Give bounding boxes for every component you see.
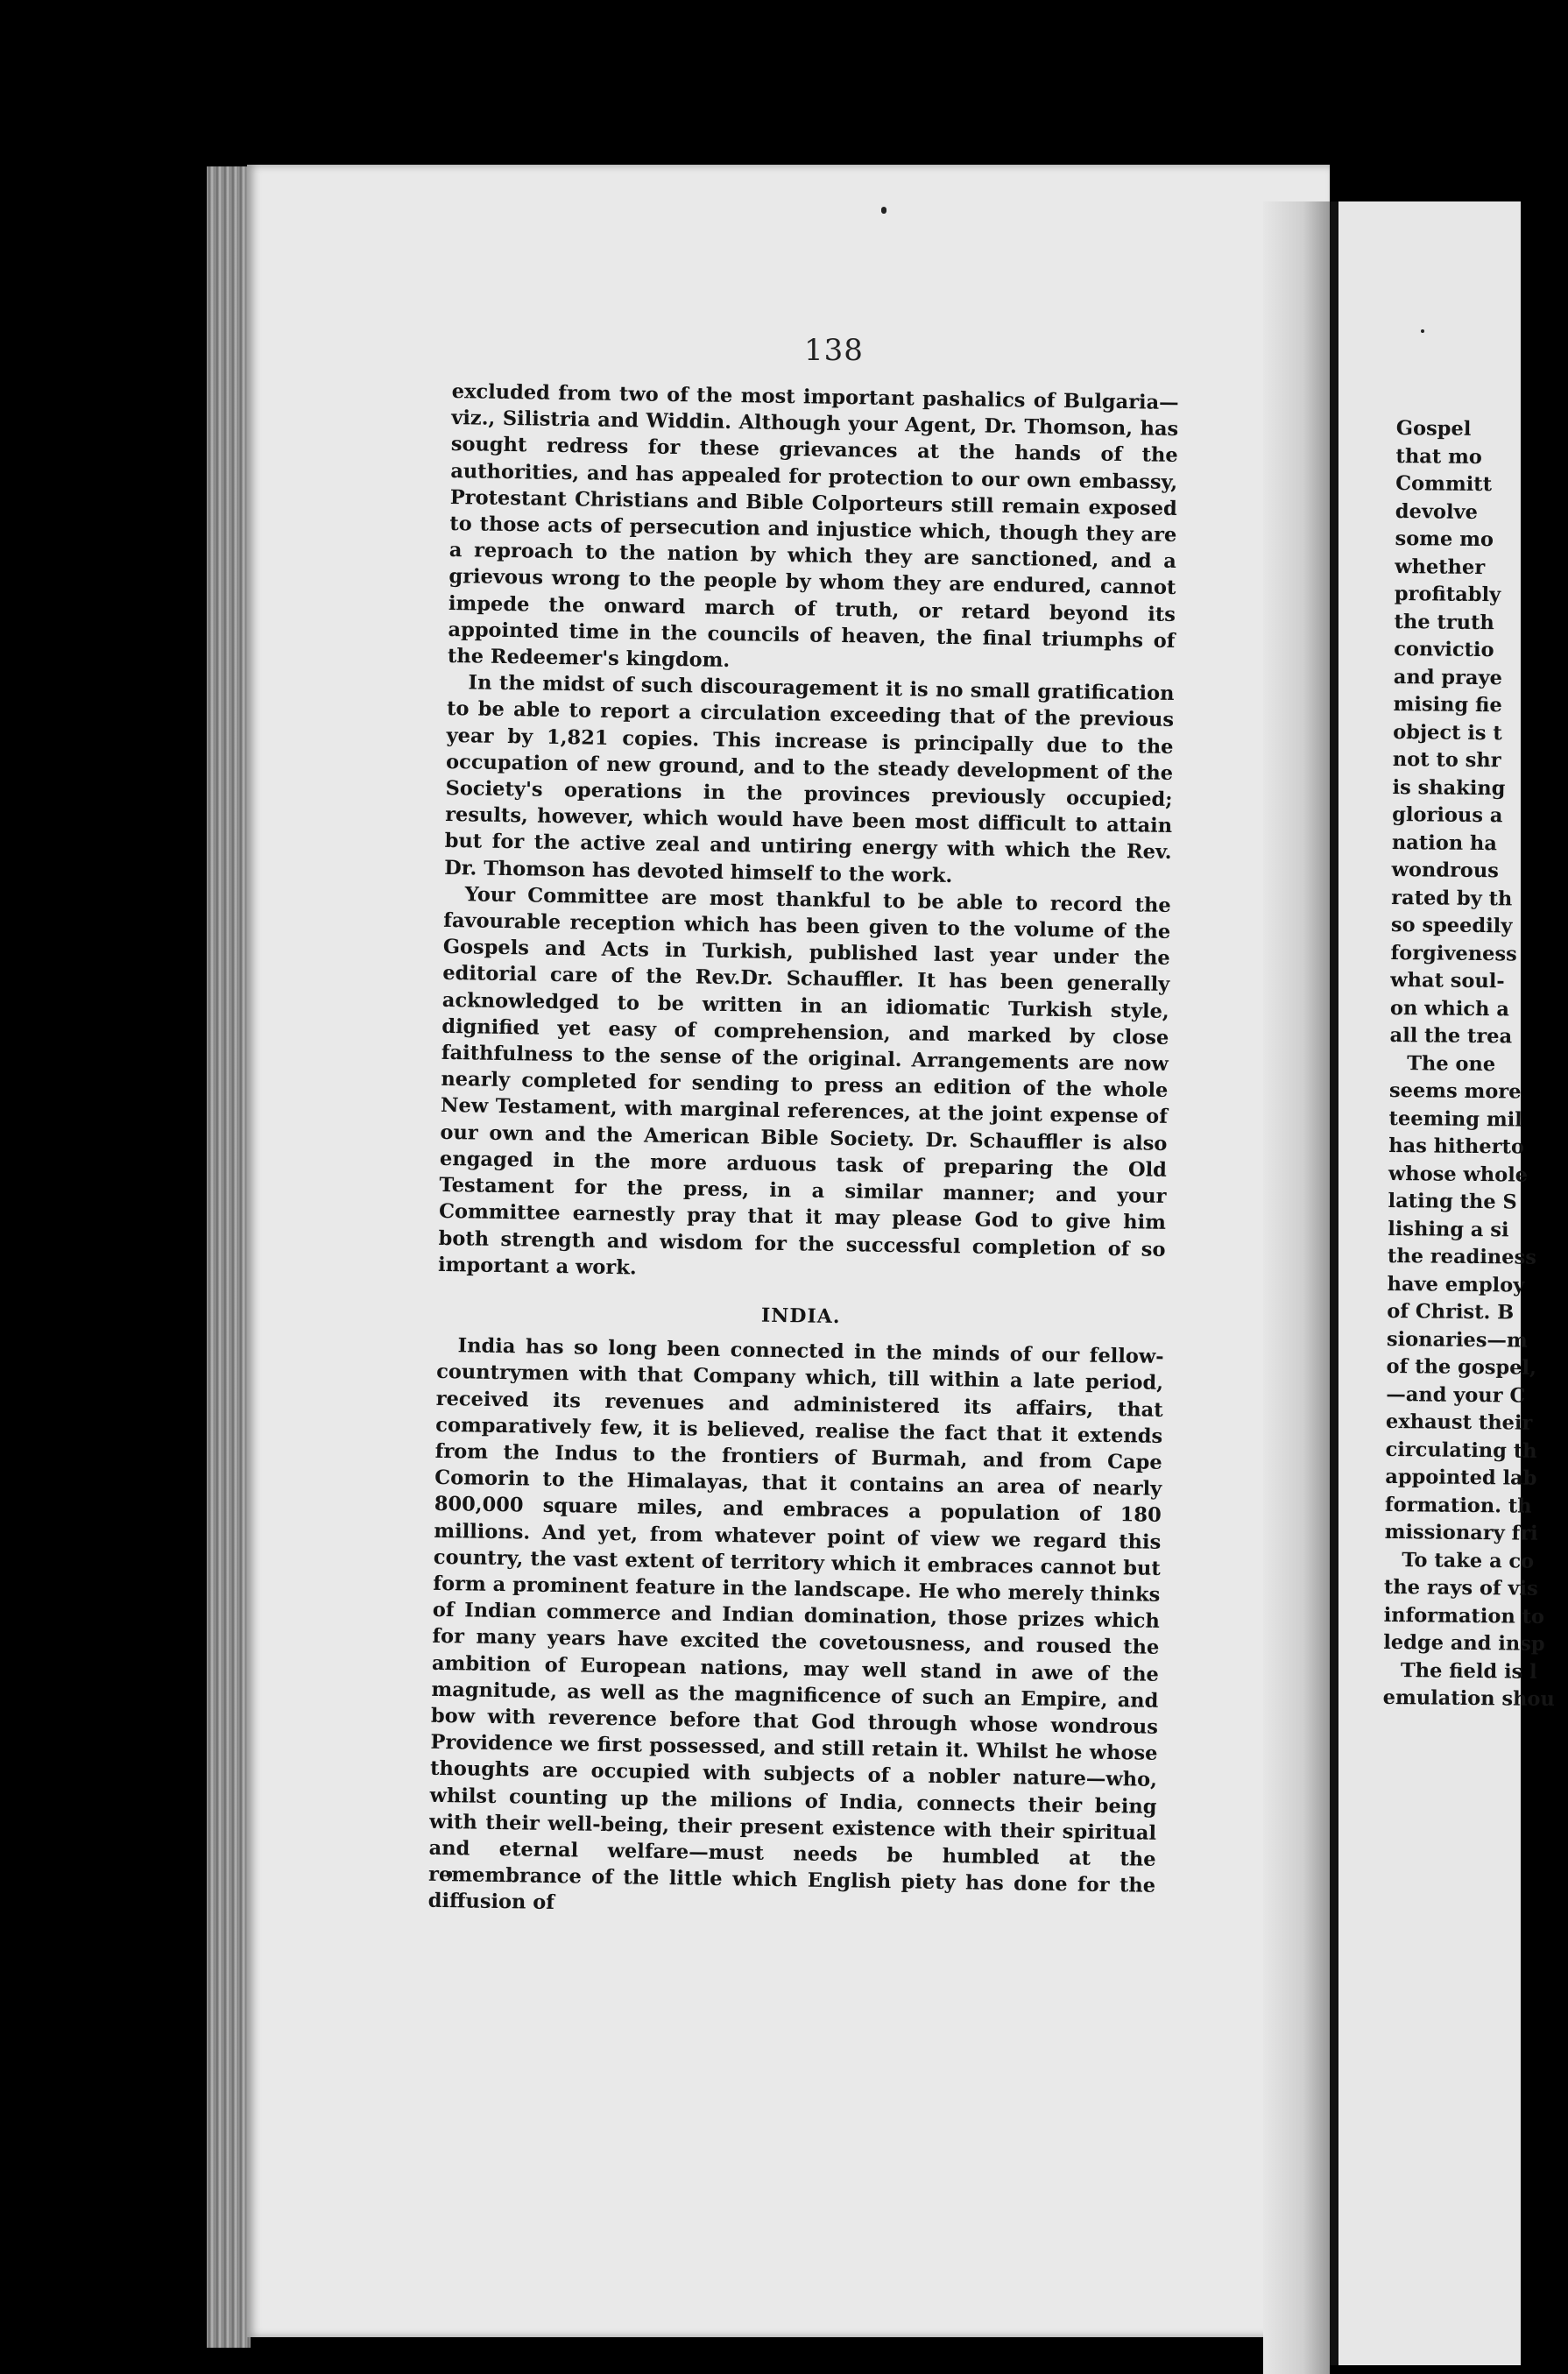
right-page-text [1382,415,1553,1713]
text-line: information to [1383,1603,1545,1629]
text-line: rated by th [1391,886,1513,910]
text-line: lishing a si [1388,1217,1509,1241]
text-line: profitably [1394,582,1501,607]
text-line: circulating th [1385,1438,1537,1463]
text-line: what soul- [1390,968,1505,993]
paragraph: Your Committee are most thankful to be able to record the favourable reception which has been given to the volume of the Gospels and Acts in Turkish, published last year under the editorial care of the Rev.Dr. Schauffler. It has been generally acknowledged to be written in an idiomatic Turkish style, dignified yet easy of comprehension, and marked by close faithfulness to the sense of the original. Arrangements are now nearly completed for sending to press an edition of the whole New Testament, with marginal references, at the joint expense of our own and the American Bible Society. Dr. Schauffler is also engaged in the more arduous task of preparing the Old Testament for the press, in a similar manner; and your Committee earnestly pray that it may please God to give him both strength and wisdom for the successful completion of so important a work. [437,883,1171,1280]
paragraph: In the midst of such discouragement it is no small gratification to be able to report a circulation exceeding that of the previous year by 1,821 copies. This increase is principally due to the occupation of new ground, and to the steady development of the Society's operations in the provinces previously occupied; results, however, which would have been most difficult to attain but for the active zeal and untiring energy with which the Rev. Dr. Thomson has devoted himself to the work. [444,671,1175,887]
text-line: is shaking [1392,775,1506,800]
ink-speck [881,207,886,214]
text-line: whether [1395,555,1486,579]
text-line: missionary fri [1384,1520,1538,1545]
text-line: of the gospel, [1386,1354,1537,1380]
page-edge-stack [207,166,251,2348]
text-line: seems more [1388,1078,1522,1104]
text-line: forgiveness [1390,941,1517,965]
paragraph: India has so long been connected in the minds of our fellow-countrymen with that Company which, till within a late period, received its revenues and administered its affairs, that comparatively few, it is believed, realise the fact that it extends from the Indus to the frontiers of Burmah, and from Cape Comorin to the Himalayas, that it contains an area of nearly 800,000 square miles, and embraces a population of 180 millions. And yet, from whatever point of view we regard this country, the vast extent of territory which it embraces cannot but form a prominent feature in the landscape. He who merely thinks of Indian commerce and Indian domination, those prizes which for many years have excited the covetousness, and roused the ambition of European nations, may well stand in awe of the magnitude, as well as the magnificence of such an Empire, and bow with reverence before that God through whose wondrous Providence we first possessed, and still retain it. Whilst he whose thoughts are occupied with subjects of a nobler nature—who, whilst counting up the milions of India, connects their being with their well-being, their present existence with their spiritual and eternal welfare—must needs be humbled at the remembrance of the little which English piety has done for the diffusion of [427,1334,1164,1915]
text-line: not to shr [1392,747,1501,773]
text-line: formation. th [1384,1493,1532,1518]
text-line: have employ [1387,1272,1525,1297]
text-line: the readiness [1387,1244,1537,1269]
paragraph: excluded from two of the most important pashalics of Bulgaria—viz., Silistria and Widdin. Although your Agent, Dr. Thomson, has sought redress for these grievances at the hands of the authorities, and has appealed for protection to our own embassy, Protestant Christians and Bible Colporteurs still remain exposed to those acts of persecution and injustice which, though they are a reproach to the nation by which they are sanctioned, and a grievous wrong to the people by whom they are endured, cannot impede the onward march of truth, or retard beyond its appointed time in the councils of heaven, the final triumphs of the Redeemer's kingdom. [447,379,1179,673]
text-line: devolve [1395,499,1479,524]
text-line: object is t [1393,720,1502,745]
book-gutter [1263,201,1330,2374]
text-line: all the trea [1389,1023,1513,1049]
text-line: glorious a [1392,802,1503,828]
page-number: 138 [804,333,864,368]
text-line: the rays of vis [1383,1575,1538,1600]
text-line: whose whole [1388,1162,1529,1187]
text-line: lating the S [1388,1189,1517,1214]
ink-speck [1421,329,1424,333]
text-line: so speedily [1390,913,1513,938]
text-line: ledge and insp [1383,1630,1545,1656]
text-line: —and your C [1386,1382,1526,1408]
text-line: sionaries—m [1386,1327,1528,1353]
text-line: on which a [1389,996,1509,1021]
text-line: wondrous [1391,858,1500,883]
text-line: exhaust their [1385,1410,1533,1435]
text-line: To take a co [1402,1548,1535,1573]
text-line: teeming mil [1388,1106,1522,1132]
text-line: mising fie [1393,692,1502,717]
text-line: and praye [1393,665,1503,689]
body-text [427,378,1178,1925]
text-line: that mo [1395,444,1483,469]
text-line: The field is l [1400,1658,1537,1684]
text-line: nation ha [1391,830,1498,855]
text-line: The one [1407,1051,1496,1076]
text-line: of Christ. B [1387,1299,1515,1325]
text-line: has hitherto [1388,1134,1525,1159]
text-line: appointed lab [1385,1465,1537,1490]
text-line: Gospel [1395,416,1472,441]
page-divider [1330,201,1338,2365]
text-line: convictio [1394,637,1494,662]
text-line: some mo [1395,526,1494,552]
section-heading: INDIA. [760,1304,841,1329]
text-line: the truth [1394,610,1494,634]
text-line: Committ [1395,471,1493,497]
text-line: emulation shou [1382,1685,1555,1711]
